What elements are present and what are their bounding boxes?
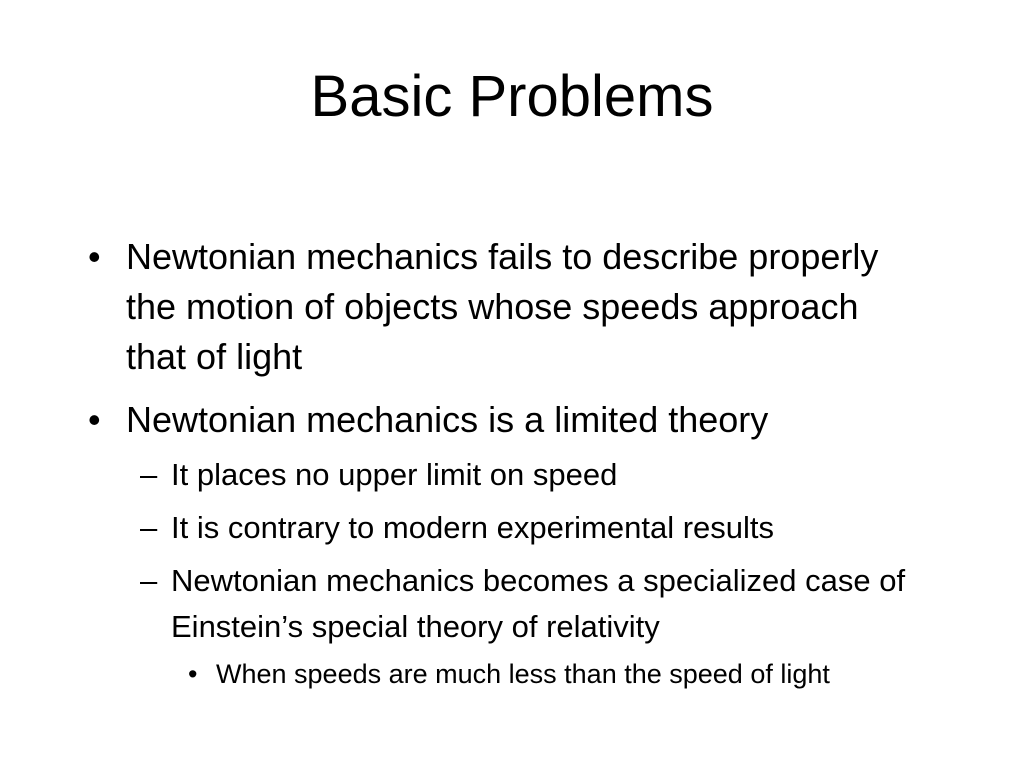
subbullet-text: It places no upper limit on speed [171,457,618,492]
bullet-marker: • [88,236,101,277]
subbullet-item [140,558,940,650]
subbullet-text: Newtonian mechanics becomes a specialized case of Einstein’s special theory of relativity [171,563,906,644]
subbullet-marker: – [140,457,158,492]
subsubbullet-marker: • [188,659,198,689]
subbullet-marker: – [140,563,158,598]
subbullet-marker: – [140,510,158,545]
bullet-text: Newtonian mechanics fails to describe properly the motion of objects whose speeds approach that of light [126,236,879,377]
bullet-item [88,395,908,445]
subbullet-text: It is contrary to modern experimental results [171,510,775,545]
bullet-text: Newtonian mechanics is a limited theory [126,399,769,440]
bullet-item [88,232,888,382]
subbullet-item [140,452,960,498]
bullet-marker: • [88,399,101,440]
subsubbullet-text: When speeds are much less than the speed of light [216,659,830,689]
subbullet-item [140,505,960,551]
slide-title: Basic Problems [310,64,714,129]
subsubbullet-item [188,656,978,692]
